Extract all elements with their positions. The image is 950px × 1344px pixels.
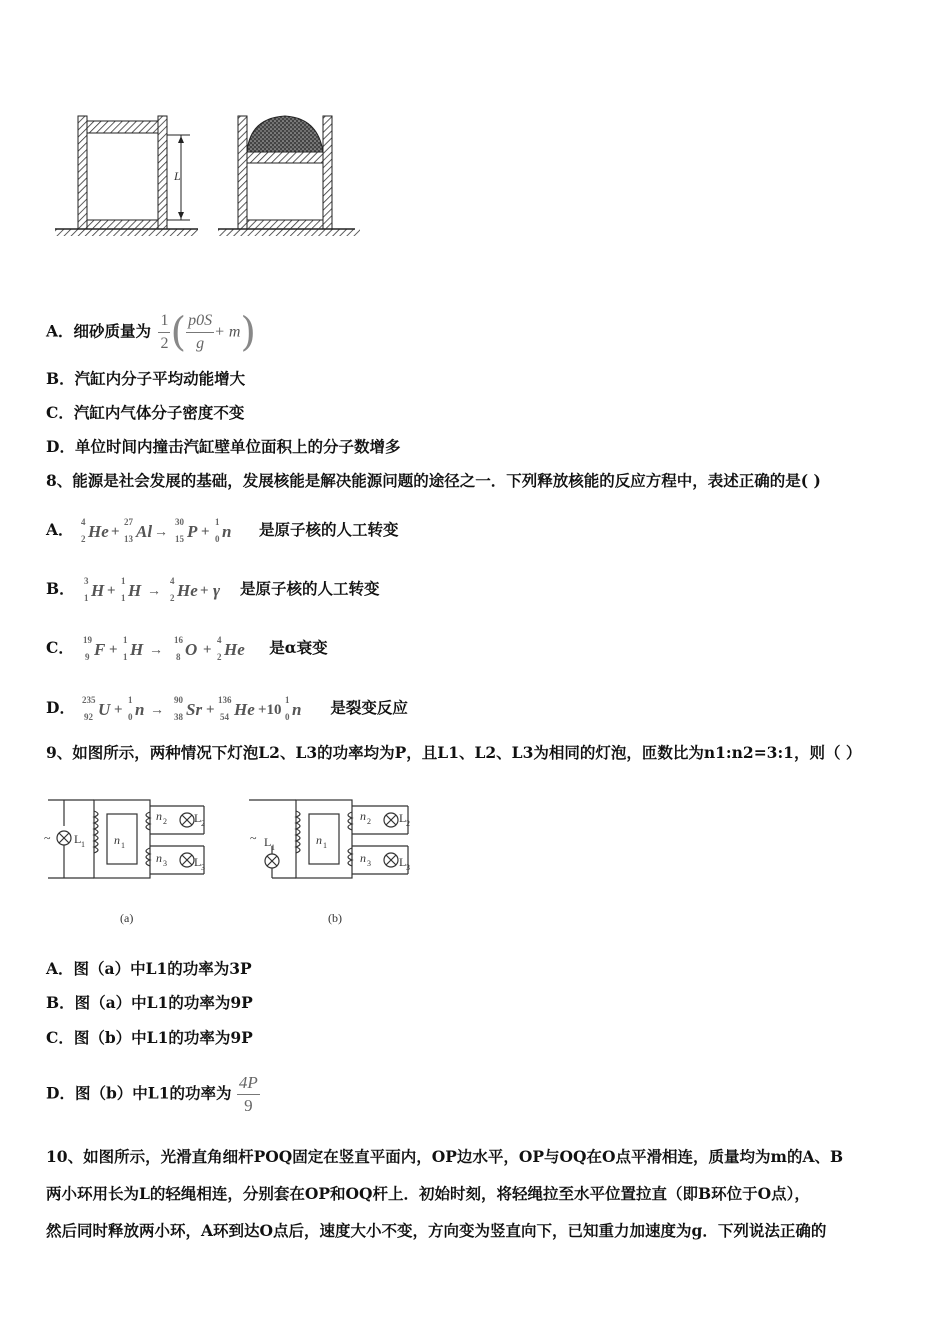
svg-text:~: ~ (250, 831, 257, 845)
svg-text:2: 2 (367, 817, 371, 826)
svg-text:n: n (360, 851, 366, 865)
svg-text:→: → (153, 525, 168, 540)
cylinder-figure (50, 108, 360, 240)
transformer-a-labels (44, 809, 205, 925)
svg-text:1: 1 (123, 635, 128, 645)
q8-option-d-label: D． (46, 698, 75, 717)
q9-option-d-label: D． (46, 1083, 75, 1103)
q8-stem: 8、能源是社会发展的基础，发展核能是解决能源问题的途径之一．下列释放核能的反应方程中，表述正确的是( ) (46, 471, 821, 490)
q9-option-a-text: 图（a）中L1的功率为3P (73, 959, 252, 978)
q10-line-2: 两小环用长为L的轻绳相连，分别套在OP和OQ杆上．初始时刻，将轻绳拉至水平位置拉直（即B环位于O点）， (46, 1184, 810, 1203)
transformer-b (249, 800, 408, 878)
svg-text:1: 1 (271, 843, 275, 852)
svg-text:3: 3 (84, 576, 89, 586)
svg-text:3: 3 (367, 859, 371, 868)
svg-text:4: 4 (170, 576, 175, 586)
inner-denominator: g (196, 335, 205, 352)
svg-text:~: ~ (44, 831, 51, 845)
svg-text:1: 1 (121, 841, 125, 850)
q9-option-b[interactable] (46, 992, 253, 1014)
q8-option-b[interactable] (46, 575, 380, 605)
option-d-text: 单位时间内撞击汽缸壁单位面积上的分子数增多 (74, 437, 401, 456)
q9-option-d-text: 图（b）中L1的功率为 (74, 1083, 232, 1103)
option-c-label: C． (46, 403, 74, 422)
svg-text:235: 235 (82, 695, 96, 705)
svg-text:4: 4 (217, 635, 222, 645)
svg-text:19: 19 (83, 635, 93, 645)
svg-text:+: + (110, 524, 120, 540)
cylinder-left (55, 116, 198, 236)
svg-text:8: 8 (176, 652, 181, 662)
svg-text:L: L (194, 811, 202, 825)
svg-text:4: 4 (80, 517, 86, 527)
svg-text:+: + (109, 642, 118, 658)
q8-option-a-desc: 是原子核的人工转变 (258, 520, 399, 539)
svg-text:F: F (94, 640, 106, 659)
svg-text:L: L (399, 855, 407, 869)
svg-text:16: 16 (174, 635, 184, 645)
option-d[interactable] (46, 436, 400, 458)
q8-option-b-label: B． (46, 579, 75, 598)
svg-text:P: P (186, 522, 198, 541)
svg-text:1: 1 (121, 576, 126, 586)
q8-equation-c (79, 634, 269, 664)
svg-text:30: 30 (174, 517, 184, 527)
q9-option-d[interactable] (46, 1072, 260, 1117)
svg-text:He: He (177, 581, 198, 600)
svg-text:→: → (150, 703, 165, 718)
svg-text:3: 3 (201, 863, 205, 872)
svg-text:+: + (200, 524, 210, 540)
q9-option-c[interactable] (46, 1027, 253, 1049)
svg-text:H: H (128, 581, 142, 600)
svg-text:U: U (98, 700, 111, 719)
svg-text:27: 27 (123, 517, 133, 527)
svg-text:54: 54 (220, 712, 230, 722)
fraction-denominator: 9 (244, 1096, 253, 1115)
svg-text:→: → (149, 643, 164, 658)
svg-text:3: 3 (163, 859, 167, 868)
q9-option-a-label: A． (46, 959, 74, 978)
option-d-label: D． (46, 437, 75, 456)
outer-denominator: 2 (160, 335, 169, 352)
svg-text:1: 1 (285, 695, 290, 705)
svg-text:9: 9 (85, 652, 90, 662)
svg-text:L: L (264, 835, 272, 849)
inner-numerator: p0S (186, 310, 214, 333)
q8-option-b-desc: 是原子核的人工转变 (240, 579, 380, 598)
option-a[interactable]: A．细砂质量为 $\frac{1}{2}$ ( $\frac{p0S}{g}$ + m) (46, 309, 257, 356)
svg-text:→: → (147, 584, 162, 599)
q9-option-c-text: 图（b）中L1的功率为9P (73, 1028, 253, 1047)
svg-text:1: 1 (128, 695, 133, 705)
option-a-fraction-outer (158, 310, 170, 355)
fraction-numerator: 4P (237, 1072, 260, 1095)
svg-text:+: + (203, 642, 212, 658)
q8-equation-d (80, 694, 330, 724)
svg-text:He: He (224, 640, 246, 659)
svg-text:n: n (360, 809, 366, 823)
q9-option-d-fraction (237, 1072, 260, 1117)
svg-text:L: L (399, 811, 407, 825)
svg-text:1: 1 (323, 841, 327, 850)
q8-option-a[interactable] (46, 516, 398, 546)
svg-text:Sr: Sr (186, 700, 203, 719)
dimension-label-L: L (174, 169, 181, 183)
svg-text:2: 2 (170, 593, 175, 603)
q8-equation-a (79, 516, 259, 546)
q8-option-c-desc: 是α衰变 (269, 638, 328, 657)
plus-m: + m (214, 323, 241, 341)
q8-option-d-desc: 是裂变反应 (330, 698, 408, 717)
svg-text:+: + (107, 583, 116, 599)
svg-text:1: 1 (84, 593, 89, 603)
svg-text:2: 2 (217, 652, 222, 662)
q9-option-b-label: B． (46, 993, 75, 1012)
svg-text:γ: γ (213, 581, 221, 600)
option-c-text: 汽缸内气体分子密度不变 (73, 403, 245, 422)
q8-option-a-label: A． (46, 520, 74, 539)
svg-text:2: 2 (406, 819, 410, 828)
option-a-fraction-inner (186, 310, 214, 355)
q8-equation-b (80, 575, 240, 605)
svg-text:90: 90 (174, 695, 184, 705)
svg-text:38: 38 (174, 712, 184, 722)
figure-a-label: (a) (120, 911, 134, 925)
transformer-b-labels (250, 809, 410, 925)
q8-option-c[interactable] (46, 634, 328, 664)
svg-text:0: 0 (214, 534, 220, 544)
svg-text:L: L (74, 832, 82, 846)
svg-text:+: + (114, 702, 123, 718)
svg-text:n: n (135, 700, 145, 719)
svg-text:1: 1 (214, 517, 220, 527)
svg-text:1: 1 (81, 840, 85, 849)
cylinder-right (218, 116, 360, 236)
q8-option-d[interactable] (46, 694, 408, 724)
q10-line-3: 然后同时释放两小环，A环到达O点后，速度大小不变，方向变为竖直向下，已知重力加速度为g．下列说法正确的 (46, 1221, 827, 1240)
svg-text:2: 2 (163, 817, 167, 826)
option-a-text: 细砂质量为 (73, 321, 152, 341)
svg-text:+10: +10 (258, 702, 282, 718)
svg-text:136: 136 (218, 695, 232, 705)
svg-text:+: + (206, 702, 215, 718)
option-b-text: 汽缸内分子平均动能增大 (74, 369, 246, 388)
outer-numerator: 1 (158, 310, 170, 333)
svg-text:13: 13 (123, 534, 133, 544)
option-a-label: A． (46, 321, 74, 341)
q8-option-c-label: C． (46, 638, 74, 657)
svg-text:n: n (221, 522, 232, 541)
q9-option-c-label: C． (46, 1028, 74, 1047)
svg-text:n: n (114, 833, 120, 847)
figure-b-label: (b) (328, 911, 342, 925)
transformer-figure (44, 786, 424, 936)
option-c[interactable] (46, 402, 244, 424)
q9-stem: 9、如图所示，两种情况下灯泡L2、L3的功率均为P，且L1、L2、L3为相同的灯泡，匝数比为n1:n2=3:1，则（ ） (46, 743, 862, 762)
svg-text:1: 1 (123, 652, 128, 662)
svg-text:He: He (234, 700, 256, 719)
svg-text:H: H (91, 581, 105, 600)
svg-text:15: 15 (174, 534, 184, 544)
svg-text:1: 1 (121, 593, 126, 603)
transformer-a (48, 800, 204, 878)
svg-text:2: 2 (80, 534, 86, 544)
svg-text:92: 92 (84, 712, 94, 722)
option-b[interactable] (46, 368, 245, 390)
svg-text:0: 0 (128, 712, 133, 722)
svg-text:n: n (292, 700, 302, 719)
svg-text:Al: Al (135, 522, 152, 541)
svg-text:0: 0 (285, 712, 290, 722)
option-b-label: B． (46, 369, 75, 388)
q10-line-1: 10、如图所示，光滑直角细杆POQ固定在竖直平面内，OP边水平，OP与OQ在O点平滑相连，质量均为m的A、B (46, 1147, 844, 1166)
svg-text:n: n (316, 833, 322, 847)
svg-text:He: He (87, 522, 109, 541)
svg-text:O: O (185, 640, 198, 659)
svg-text:+: + (200, 583, 209, 599)
svg-text:2: 2 (201, 819, 205, 828)
svg-text:H: H (130, 640, 144, 659)
q9-option-b-text: 图（a）中L1的功率为9P (74, 993, 253, 1012)
svg-text:3: 3 (406, 863, 410, 872)
svg-text:n: n (156, 851, 162, 865)
svg-text:n: n (156, 809, 162, 823)
svg-text:L: L (194, 855, 202, 869)
q9-option-a[interactable] (46, 958, 252, 980)
